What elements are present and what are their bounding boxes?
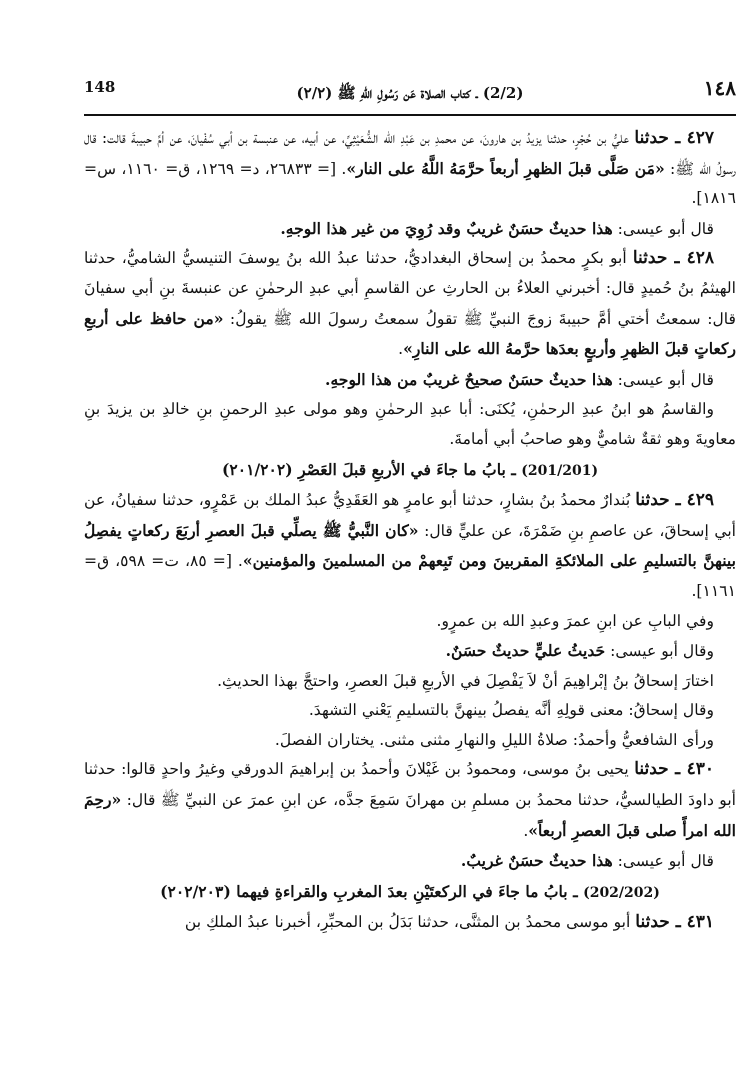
comment-text: هذا حديثٌ حسَنٌ صحيحٌ غريبٌ من هذا الوجهِ. [325, 369, 613, 389]
chapter-heading-202 [84, 877, 736, 909]
hadith-matn: «مَن صَلَّى قبلَ الظهرِ أربعاً حرَّمَهُ اللَّهُ على النار» [346, 158, 665, 178]
comment-label: قال أبو عيسى: [612, 219, 714, 238]
hadith-428-note: والقاسمُ هو ابنُ عبدِ الرحمٰنِ، يُكنَى: أبا عبدِ الرحمٰنِ وهو مولى عبدِ الرحمنِ بنِ خالدِ بن يزيدَ بنِ معاويةَ وهو ثقةٌ شاميٌّ وهو صاحبُ أبي أمامةَ. [84, 400, 736, 448]
running-title: (2/2) ـ كتاب الصلاة عَن رَسُولِ اللهِ ﷺ (٢/٢) [296, 84, 524, 102]
chapter-title: ـ بابُ ما جاءَ في الأربعِ قبلَ العَصْرِ (٢٠١/٢٠٢) [221, 459, 522, 479]
comment-text: هذا حديثٌ حسَنٌ غريبٌ. [460, 851, 613, 871]
hadith-matn: «كان النَّبيُّ ﷺ يصلِّي قبلَ العصرِ أربَعَ ركعاتٍ يفصِلُ بينهنَّ بالتسليمِ على الملائكةِ المقربينَ ومن تَبِعهمْ من المسلمينَ والمؤمنين» [84, 520, 736, 571]
page-body [84, 124, 736, 938]
page-number-latin: 148 [84, 78, 116, 96]
hadith-429-note-2: وقال إسحاقُ: معنى قولِهِ أنَّه يفصلُ بينهنَّ بالتسليمِ يَعْني التشهدَ. [308, 701, 714, 720]
chapter-title: ـ بابُ ما جاءَ في الركعتَيْنِ بعدَ المغربِ والقراءةِ فيهما (٢٠٢/٢٠٣) [160, 881, 584, 901]
chapter-number: (202/202) [583, 884, 660, 901]
page-header [84, 76, 736, 110]
hadith-431 [84, 908, 736, 938]
hadith-reference: . [= ٨٥، ت= ٥٩٨، ق= ١١٦١]. [84, 552, 736, 600]
hadith-chain: أبو بكرٍ محمدُ بن إسحاق البغداديُّ، حدثنا عبدُ الله بنُ يوسفَ التنيسيُّ الشاميُّ، حدثنا الهيثمُ بنُ حُميدٍ قال: أخبرني العلاءُ بن الحارثِ عن القاسمِ أبي عبدِ الرحمٰنِ عن عنبسةَ بنِ أبي سفيانَ قال: سمعتُ أختي أمَّ حبيبةَ زوجَ النبيِّ ﷺ تقولُ سمعتُ رسولَ الله ﷺ يقولُ: [84, 249, 736, 328]
hadith-428 [84, 244, 736, 364]
hadith-427-comment [84, 214, 736, 245]
hadith-430-comment [84, 846, 736, 877]
hadith-429-bab: وفي البابِ عن ابنِ عمرَ وعبدِ الله بن عمرٍو. [436, 611, 714, 630]
hadith-number: ٤٣٠ ـ حدثنا [634, 759, 714, 780]
sentence-end: . [523, 821, 529, 840]
hadith-427 [84, 124, 736, 214]
hadith-429-comment [84, 636, 736, 667]
hadith-chain: عليُّ بن حُجْرٍ، حدثنا يزيدُ بن هارونَ، عن محمدِ بن عَبْدِ الله الشُّعَيْثِيِّ، عن أبيه، عن عنبسة بن أبي سُفْيانَ، عن أمِّ حبيبةَ قالت: قال رسولُ الله ﷺ: [84, 129, 737, 178]
hadith-number: ٤٢٨ ـ حدثنا [632, 248, 714, 269]
page-number-arabic: ١٤٨ [703, 76, 736, 100]
comment-label: قال أبو عيسى: [612, 852, 714, 871]
hadith-number: ٤٣١ ـ حدثنا [635, 912, 714, 933]
hadith-430 [84, 755, 736, 846]
hadith-reference: . [= ٢٦٨٣٣، د= ١٢٦٩، ق= ١١٦٠، س= ١٨١٦]. [84, 159, 736, 208]
hadith-number: ٤٢٧ ـ حدثنا [634, 128, 714, 148]
hadith-matn: «من حافظ على أربعِ ركعاتٍ قبلَ الظهرِ وأربعٍ بعدَها حرَّمهُ الله على النارِ» [84, 308, 736, 359]
header-rule [84, 114, 736, 116]
hadith-chain: بُندارٌ محمدُ بنُ بشارٍ، حدثنا أبو عامرٍ هو العَقَدِيُّ عبدُ الملك بن عَمْرٍو، حدثنا سفيانُ، عن أبي إسحاقَ، عن عاصمِ بنِ ضَمْرَةَ، عن عليٍّ قال: [84, 491, 736, 540]
hadith-chain: أبو موسى محمدُ بن المثنَّى، حدثنا بَدَلُ بن المحبِّرِ، أخبرنا عبدُ الملكِ بن [184, 913, 636, 932]
sentence-end: . [398, 340, 404, 359]
comment-text: هذا حديثٌ حسَنٌ غريبٌ وقد رُوِيَ من غير هذا الوجهِ. [280, 218, 613, 238]
hadith-number: ٤٢٩ ـ حدثنا [635, 490, 714, 511]
comment-text: حَديثُ عليٍّ حديثٌ حسَنٌ. [445, 641, 606, 661]
comment-label: قال أبو عيسى: [612, 370, 714, 389]
hadith-429-note-1: اختارَ إسحاقُ بنُ إبْراهِيمَ أنْ لاَ يَفْصِلَ في الأربعِ قبلَ العصرِ، واحتجَّ بهذا الحديثِ. [217, 671, 714, 690]
hadith-429-note-3: ورأى الشافعيُّ وأحمدُ: صلاةُ الليلِ والنهارِ مثنى مثنى. يختاران الفصلَ. [274, 730, 714, 749]
comment-label: وقال أبو عيسى: [605, 642, 714, 661]
hadith-chain: يحيى بنُ موسى، ومحمودُ بن غَيْلانَ وأحمدُ بن إبراهيمَ الدورقي وغيرُ واحدٍ قالوا: حدثنا أبو داودَ الطيالسيُّ، حدثنا محمدُ بن مسلمِ بن مهرانَ سَمِعَ جدَّه، عن ابنِ عمرَ عن النبيِّ ﷺ قال: [84, 760, 736, 810]
chapter-number: (201/201) [521, 462, 599, 479]
chapter-heading-201 [84, 455, 736, 487]
hadith-428-comment [84, 365, 736, 396]
hadith-matn: «رحِمَ الله امرأً صلى قبلَ العصرِ أربعاً» [84, 790, 736, 840]
hadith-429 [84, 486, 736, 606]
